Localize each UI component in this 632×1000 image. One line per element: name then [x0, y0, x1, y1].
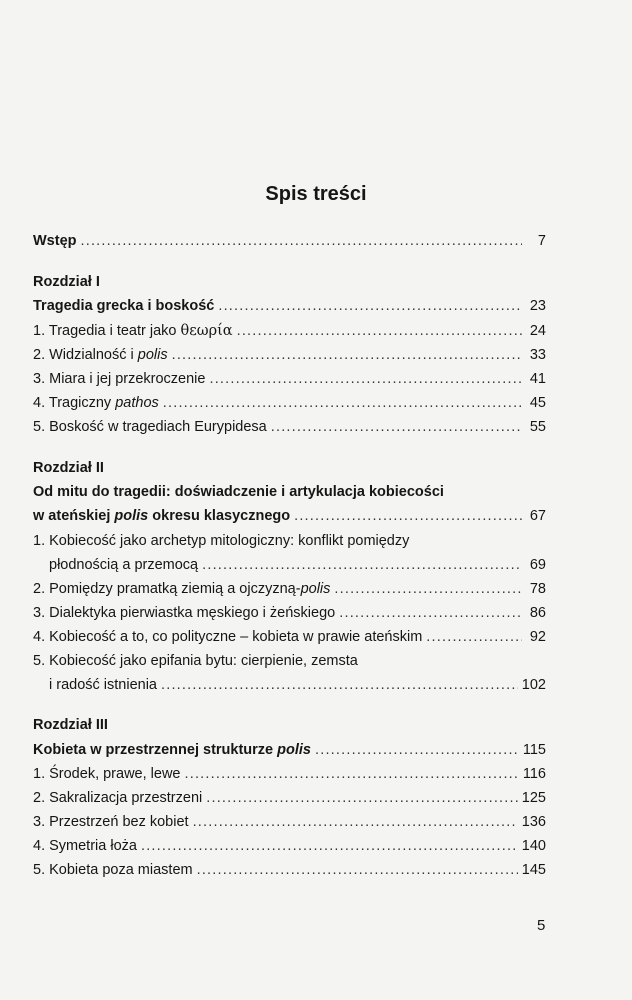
toc-page-number: 86: [529, 605, 546, 621]
dot-leader: [197, 860, 518, 880]
toc-page-number: 7: [537, 233, 546, 249]
toc-page-number: 145: [521, 862, 546, 878]
page-number: 5: [537, 917, 546, 934]
dot-leader: [271, 417, 522, 437]
dot-leader: [185, 764, 519, 784]
chapter-label: Rozdział II: [33, 460, 104, 476]
page-title: Spis treści: [265, 183, 367, 205]
toc-entry[interactable]: [33, 393, 546, 413]
toc-entry[interactable]: [33, 764, 546, 784]
toc-entry-label: płodnością a przemocą: [49, 557, 199, 573]
toc-page-number: 45: [529, 395, 546, 411]
toc-page-number: 78: [529, 581, 546, 597]
dot-leader: [193, 812, 518, 832]
toc-entry-label: 4. Symetria łoża: [33, 838, 137, 854]
toc-entry-label: 1. Tragedia i teatr jako θεωρία: [33, 323, 233, 339]
toc-entry-line: 1. Kobiecość jako archetyp mitologiczny: konflikt pomiędzy: [33, 533, 410, 549]
dot-leader: [163, 393, 522, 413]
toc-entry[interactable]: [33, 812, 546, 832]
toc-entry-label: 2. Widzialność i polis: [33, 347, 168, 363]
toc-entry-label: 2. Sakralizacja przestrzeni: [33, 790, 203, 806]
dot-leader: [339, 603, 522, 623]
toc-entry[interactable]: [33, 579, 546, 599]
toc-entry-label: 3. Miara i jej przekroczenie: [33, 371, 206, 387]
dot-leader: [426, 627, 522, 647]
toc-entry[interactable]: [33, 321, 546, 341]
toc-entry-label: 1. Środek, prawe, lewe: [33, 766, 181, 782]
toc-page-number: 136: [521, 814, 546, 830]
toc-page-number: 102: [521, 677, 546, 693]
toc-page-number: 23: [529, 298, 546, 314]
toc-entry-label: 2. Pomiędzy pramatką ziemią a ojczyzną-polis: [33, 581, 331, 597]
toc-entry[interactable]: [33, 627, 546, 647]
toc-entry[interactable]: [33, 417, 546, 437]
toc-entry-label: Kobieta w przestrzennej strukturze polis: [33, 742, 311, 758]
toc-page-number: 55: [529, 419, 546, 435]
toc-entry[interactable]: [33, 345, 546, 365]
toc-entry-label: Wstęp: [33, 233, 77, 249]
toc-page-number: 125: [521, 790, 546, 806]
toc-entry-chapter3[interactable]: [33, 740, 546, 760]
toc-page-number: 41: [529, 371, 546, 387]
toc-entry[interactable]: [33, 836, 546, 856]
dot-leader: [202, 555, 522, 575]
toc-page-number: 140: [521, 838, 546, 854]
toc-entry[interactable]: [33, 675, 546, 695]
chapter-label: Rozdział I: [33, 274, 100, 290]
toc-entry-chapter2[interactable]: [33, 506, 546, 526]
toc-entry-label: Tragedia grecka i boskość: [33, 298, 215, 314]
toc-entry[interactable]: [33, 788, 546, 808]
toc-entry-label: w ateńskiej polis okresu klasycznego: [33, 508, 291, 524]
toc-entry[interactable]: [33, 369, 546, 389]
toc-entry-label: 3. Przestrzeń bez kobiet: [33, 814, 189, 830]
dot-leader: [206, 788, 518, 808]
toc-entry[interactable]: [33, 860, 546, 880]
dot-leader: [294, 506, 522, 526]
dot-leader: [172, 345, 522, 365]
toc-entry-label: 4. Tragiczny pathos: [33, 395, 159, 411]
toc-entry-label: i radość istnienia: [49, 677, 157, 693]
toc-page-number: 33: [529, 347, 546, 363]
toc-entry-label: 5. Kobieta poza miastem: [33, 862, 193, 878]
toc-page-number: 92: [529, 629, 546, 645]
dot-leader: [81, 231, 523, 251]
dot-leader: [209, 369, 522, 389]
dot-leader: [334, 579, 522, 599]
toc-page-number: 67: [529, 508, 546, 524]
toc-entry[interactable]: [33, 555, 546, 575]
toc-entry[interactable]: [33, 603, 546, 623]
toc-entry-intro[interactable]: [33, 231, 546, 251]
toc-page-number: 69: [529, 557, 546, 573]
dot-leader: [141, 836, 518, 856]
dot-leader: [237, 321, 522, 341]
dot-leader: [161, 675, 518, 695]
dot-leader: [218, 296, 522, 316]
chapter-label: Rozdział III: [33, 717, 108, 733]
toc-page-number: 116: [522, 766, 546, 782]
toc-entry-line: 5. Kobiecość jako epifania bytu: cierpienie, zemsta: [33, 653, 358, 669]
toc-page-number: 24: [529, 323, 546, 339]
toc-entry-label: 4. Kobiecość a to, co polityczne – kobieta w prawie ateńskim: [33, 629, 423, 645]
toc-entry-label: 5. Boskość w tragediach Eurypidesa: [33, 419, 267, 435]
chapter-title-line: Od mitu do tragedii: doświadczenie i artykulacja kobiecości: [33, 484, 444, 500]
toc-entry-label: 3. Dialektyka pierwiastka męskiego i żeńskiego: [33, 605, 336, 621]
toc-page-number: 115: [522, 742, 546, 758]
toc-entry-chapter1[interactable]: [33, 296, 546, 316]
dot-leader: [315, 740, 519, 760]
